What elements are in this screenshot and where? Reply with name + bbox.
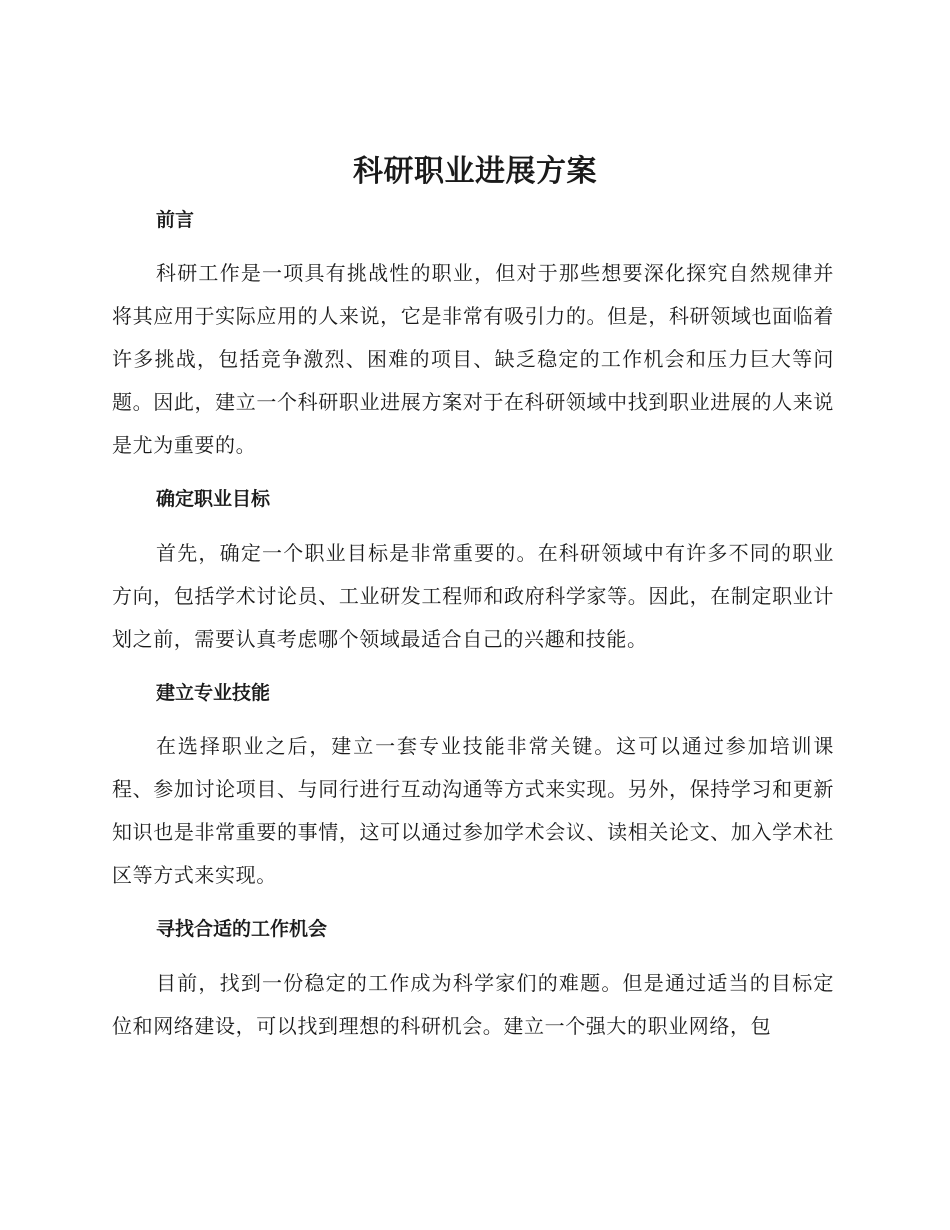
section-paragraph-professional-skills: 在选择职业之后，建立一套专业技能非常关键。这可以通过参加培训课程、参加讨论项目、与同行进行互动沟通等方式来实现。另外，保持学习和更新知识也是非常重要的事情，这可以通过参加学术会议、读相关论文、加入学术社区等方式来实现。 <box>112 734 834 887</box>
section-heading-preface: 前言 <box>156 209 195 231</box>
section-paragraph-career-goal: 首先，确定一个职业目标是非常重要的。在科研领域中有许多不同的职业方向，包括学术讨论员、工业研发工程师和政府科学家等。因此，在制定职业计划之前，需要认真考虑哪个领域最适合自己的兴趣和技能。 <box>112 541 834 651</box>
section-paragraph-job-opportunities: 目前，找到一份稳定的工作成为科学家们的难题。但是通过适当的目标定位和网络建设，可以找到理想的科研机会。建立一个强大的职业网络，包 <box>112 971 834 1038</box>
section-paragraph-preface: 科研工作是一项具有挑战性的职业，但对于那些想要深化探究自然规律并将其应用于实际应用的人来说，它是非常有吸引力的。但是，科研领域也面临着许多挑战，包括竞争激烈、困难的项目、缺乏稳定的工作机会和压力巨大等问题。因此，建立一个科研职业进展方案对于在科研领域中找到职业进展的人来说是尤为重要的。 <box>112 261 834 457</box>
section-heading-professional-skills: 建立专业技能 <box>156 682 271 704</box>
section-heading-job-opportunities: 寻找合适的工作机会 <box>156 918 328 940</box>
section-heading-career-goal: 确定职业目标 <box>156 488 271 510</box>
document-title: 科研职业进展方案 <box>353 154 597 189</box>
